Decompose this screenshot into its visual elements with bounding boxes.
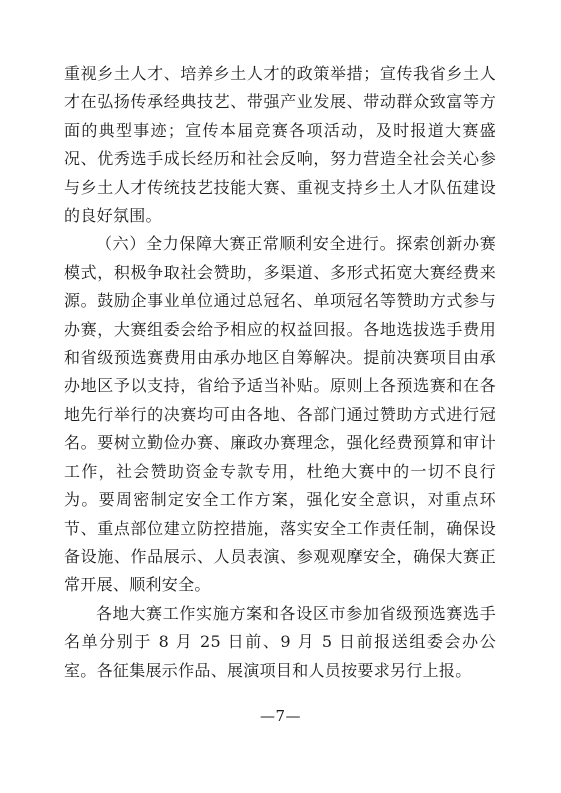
paragraph-submission [64,600,496,685]
section-heading: （六）全力保障大赛正常顺利安全进行。 [96,234,397,254]
page-number: —7— [259,707,302,725]
paragraph-publicity [64,60,496,230]
paragraph-text: 各地大赛工作实施方案和各设区市参加省级预选赛选手名单分别于 8 月 25 日前、9 月 5 日前报送组委会办公室。各征集展示作品、展演项目和人员按要求另行上报。 [64,603,496,680]
paragraph-text: 重视乡土人才、培养乡土人才的政策举措；宣传我省乡土人才在弘扬传承经典技艺、带强产业发展、带动群众致富等方面的典型事迹；宣传本届竞赛各项活动，及时报道大赛盛况、优秀选手成长经历和社会反响，努力营造全社会关心参与乡土人才传统技艺技能大赛、重视支持乡土人才队伍建设的良好氛围。 [64,64,496,226]
body-text [64,60,496,685]
paragraph-text: 探索创新办赛模式，积极争取社会赞助，多渠道、多形式拓宽大赛经费来源。鼓励企事业单位通过总冠名、单项冠名等赞助方式参与办赛，大赛组委会给予相应的权益回报。各地选拔选手费用和省级预选赛费用由承办地区自筹解决。提前决赛项目由承办地区予以支持，省给予适当补贴。原则上各预选赛和在各地先行举行的决赛均可由各地、各部门通过赞助方式进行冠名。要树立勤俭办赛、廉政办赛理念，强化经费预算和审计工作，社会赞助资金专款专用，杜绝大赛中的一切不良行为。要周密制定安全工作方案，强化安全意识，对重点环节、重点部位建立防控措施，落实安全工作责任制，确保设备设施、作品展示、人员表演、参观观摩安全，确保大赛正常开展、顺利安全。 [64,234,496,595]
paragraph-safety [64,230,496,599]
